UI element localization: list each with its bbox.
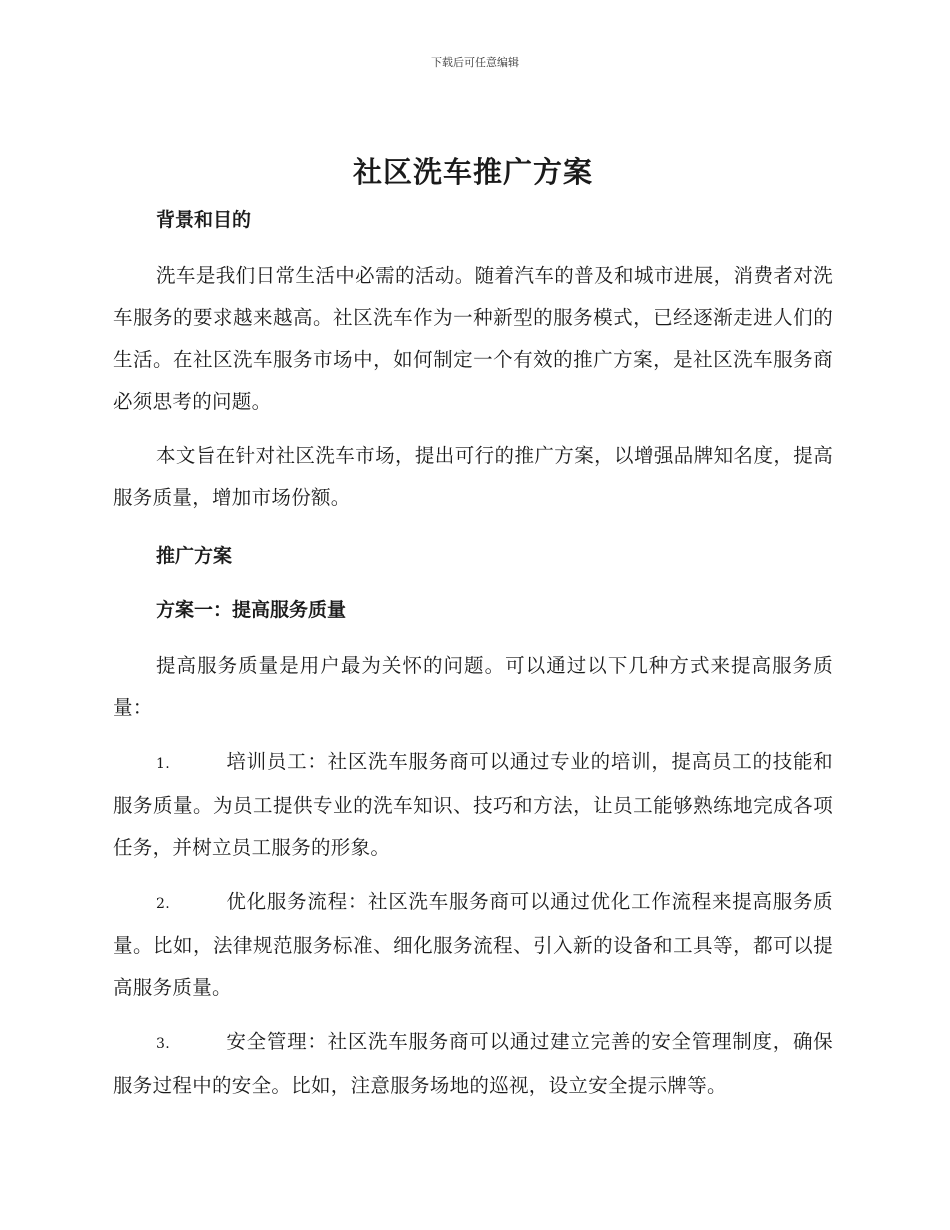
list-item-text: 安全管理：社区洗车服务商可以通过建立完善的安全管理制度，确保服务过程中的安全。比如，注意服务场地的巡视，设立安全提示牌等。 [113,1030,833,1097]
page-header-note: 下载后可任意编辑 [431,56,519,69]
paragraph-plan-one-intro: 提高服务质量是用户最为关怀的问题。可以通过以下几种方式来提高服务质量： [113,654,833,719]
list-item [113,741,833,869]
section-heading-background: 背景和目的 [156,209,252,231]
list-item-number: 1. [156,756,170,772]
list-item-text: 培训员工：社区洗车服务商可以通过专业的培训，提高员工的技能和服务质量。为员工提供专业的洗车知识、技巧和方法，让员工能够熟练地完成各项任务，并树立员工服务的形象。 [113,750,833,859]
list-item [113,881,833,1009]
list-item-number: 3. [156,1036,170,1052]
section-heading-promotion: 推广方案 [156,545,233,567]
subsection-heading-plan-one: 方案一：提高服务质量 [156,599,347,621]
list-item-number: 2. [156,896,170,912]
paragraph-background: 洗车是我们日常生活中必需的活动。随着汽车的普及和城市进展，消费者对洗车服务的要求越来越高。社区洗车作为一种新型的服务模式，已经逐渐走进人们的生活。在社区洗车服务市场中，如何制定一个有效的推广方案，是社区洗车服务商必须思考的问题。 [113,264,833,413]
list-item [113,1021,833,1107]
paragraph-purpose: 本文旨在针对社区洗车市场，提出可行的推广方案，以增强品牌知名度，提高服务质量，增加市场份额。 [113,444,833,509]
document-body [113,150,833,1107]
list-item-text: 优化服务流程：社区洗车服务商可以通过优化工作流程来提高服务质量。比如，法律规范服务标准、细化服务流程、引入新的设备和工具等，都可以提高服务质量。 [113,890,833,999]
document-title: 社区洗车推广方案 [352,155,593,189]
